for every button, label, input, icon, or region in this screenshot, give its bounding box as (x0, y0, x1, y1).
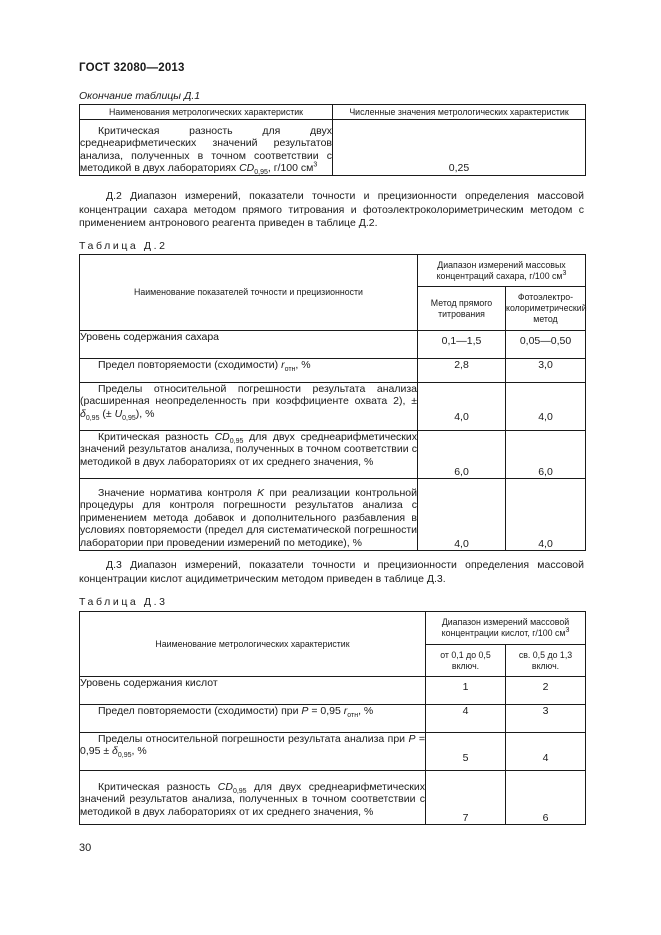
table2-value: 4,0 (506, 479, 586, 551)
table3-row-acid-level: Уровень содержания кислот (80, 677, 426, 705)
table3-caption: Таблица Д.3 (79, 596, 168, 608)
paragraph-d2: Д.2 Диапазон измерений, показатели точности и прецизионности определения массовой концентрации сахара методом прямого титрования и фотоэлектроколориметрическим методом с применением антронового реагента приведен в таблице Д.2. (79, 190, 584, 230)
table2-value: 2,8 (418, 359, 506, 383)
table3-value: 1 (426, 677, 506, 705)
page-number: 30 (79, 842, 92, 854)
table3-value: 4 (506, 733, 586, 771)
table1-col2-header: Численные значения метрологических характеристик (333, 105, 586, 120)
table3-col1-header: Наименование метрологических характеристик (80, 612, 426, 677)
table3-value: 7 (426, 771, 506, 825)
table3-row-relative-error: Пределы относительной погрешности результата анализа при $P = 0,95 \pm \delta_{0,95}$, % (80, 733, 426, 771)
table2-value: 0,05—0,50 (506, 331, 586, 359)
table2-col1-header: Наименование показателей точности и прецизионности (80, 255, 418, 331)
table3-group-header: Диапазон измерений массовой концентрации кислот, г/100 $см^3$ (426, 612, 586, 645)
table2-row-relative-error: Пределы относительной погрешности результата анализа (расширенная неопределенность при коэффициенте охвата 2), ± $\delta_{0,95}$ (± $U_{0,95}$), % (80, 383, 418, 431)
table2-value: 6,0 (418, 431, 506, 479)
table2-value: 4,0 (418, 479, 506, 551)
table2-sub-header-photocolorimetric: Фотоэлектро-колориметрический метод (506, 287, 586, 331)
table2-group-header: Диапазон измерений массовых концентраций сахара, г/100 $см^3$ (418, 255, 586, 287)
table1-row-name: Критическая разность для двух среднеарифметических значений результатов анализа, полученных в точном соответствии с методикой в двух лабораториях $CD_{0,95}$, г/100 $см^3$ (80, 120, 333, 176)
table2-row-control-standard: Значение норматива контроля K при реализации контрольной процедуры для контроля погрешности результатов анализа с применением метода добавок и дополнительного разбавления в условиях повторяемости (предел для систематической погрешности лаборатории при проведении измерений по методике), % (80, 479, 418, 551)
table3-sub-header-high-range: св. 0,5 до 1,3 включ. (506, 645, 586, 677)
table2-value: 3,0 (506, 359, 586, 383)
table3-row-repeatability: Предел повторяемости (сходимости) при P = 0,95 $r_{отн}$, % (80, 705, 426, 733)
table2-row-critical-difference: Критическая разность $CD_{0,95}$ для двух среднеарифметических значений результатов анализа, полученных в точном соответствии с методикой в двух лабораториях от их среднего значения, % (80, 431, 418, 479)
table-d2 (79, 254, 586, 551)
table2-value: 6,0 (506, 431, 586, 479)
paragraph-d3: Д.3 Диапазон измерений, показатели точности и прецизионности определения массовой концентрации кислот ацидиметрическим методом приведен в таблице Д.3. (79, 559, 584, 585)
table3-row-critical-difference: Критическая разность $CD_{0,95}$ для двух среднеарифметических значений результатов анализа, полученных в точном соответствии с методикой в двух лабораториях от их среднего значения, % (80, 771, 426, 825)
table2-sub-header-titration: Метод прямого титрования (418, 287, 506, 331)
table2-value: 4,0 (506, 383, 586, 431)
table2-row-sugar-level: Уровень содержания сахара (80, 331, 418, 359)
table2-caption: Таблица Д.2 (79, 240, 168, 252)
table3-value: 2 (506, 677, 586, 705)
table3-value: 4 (426, 705, 506, 733)
table3-value: 3 (506, 705, 586, 733)
table-d3 (79, 611, 586, 825)
table2-value: 0,1—1,5 (418, 331, 506, 359)
table-d1 (79, 104, 586, 176)
table3-value: 5 (426, 733, 506, 771)
table2-row-repeatability: Предел повторяемости (сходимости) $r_{отн}$, % (80, 359, 418, 383)
table1-row-value: 0,25 (333, 120, 586, 176)
table1-col1-header: Наименования метрологических характеристик (80, 105, 333, 120)
table1-caption: Окончание таблицы Д.1 (79, 90, 201, 102)
table3-value: 6 (506, 771, 586, 825)
table3-sub-header-low-range: от 0,1 до 0,5 включ. (426, 645, 506, 677)
table2-value: 4,0 (418, 383, 506, 431)
document-header: ГОСТ 32080—2013 (79, 62, 185, 74)
